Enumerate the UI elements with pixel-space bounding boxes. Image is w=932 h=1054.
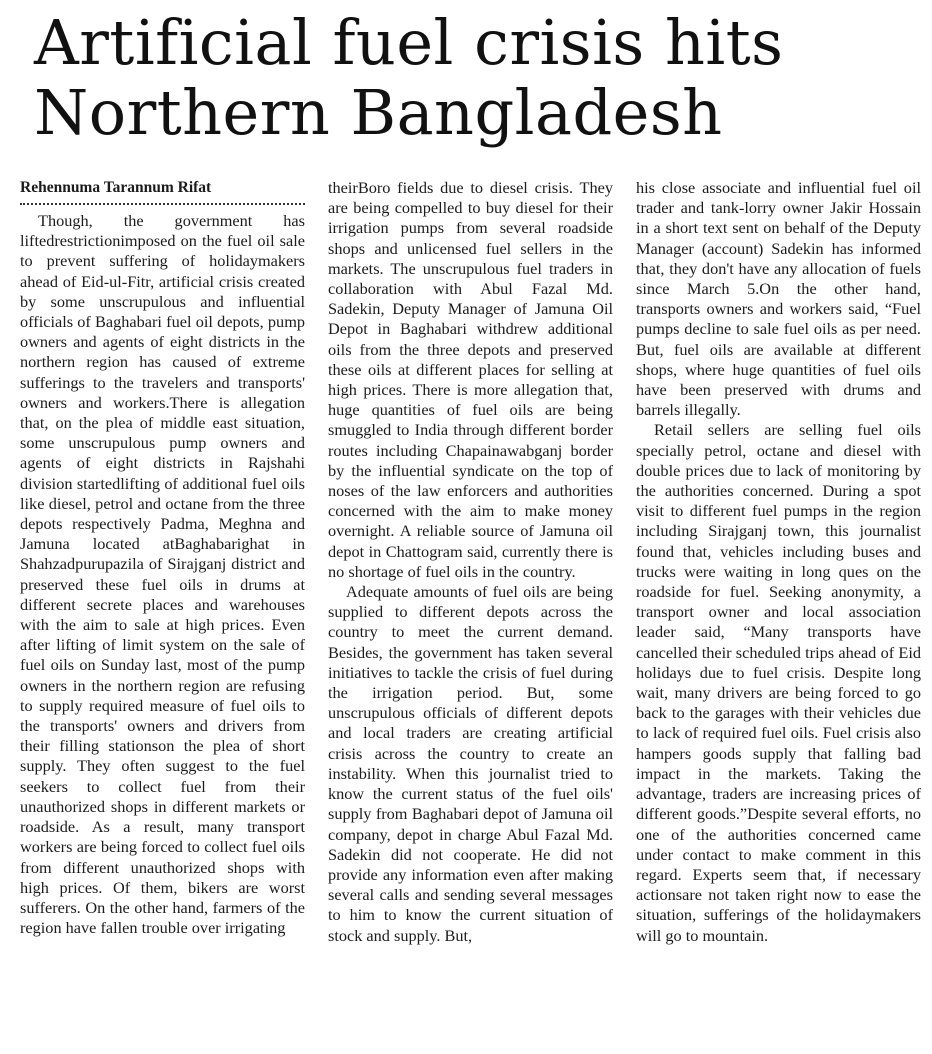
paragraph: his close associate and influential fuel oil trader and tank-lorry owner Jakir Hossain in a short text sent on behalf of the Deputy Manager (account) Sadekin has informed that, they don't have any allocation of fuels since March 5.On the other hand, transports owners and workers said, “Fuel pumps decline to sale fuel oils as per need. But, fuel oils are available at different shops, where huge quantities of fuel oils have been preserved with drums and barrels illegally. xyxy=(636,178,921,420)
paragraph: Adequate amounts of fuel oils are being supplied to different depots across the country to meet the current demand. Besides, the government has taken several initiatives to tackle the crisis of fuel during the irrigation period. But, some unscrupulous officials of different depots and local traders are creating artificial crisis across the country to create an instability. When this journalist tried to know the current status of the fuel oils' supply from Baghabari depot of Jamuna oil company, depot in charge Abul Fazal Md. Sadekin did not cooperate. He did not provide any information even after making several calls and sending several messages to him to know the current situation of stock and supply. But, xyxy=(328,582,613,945)
paragraph: Though, the government has liftedrestrictionimposed on the fuel oil sale to prevent suffering of holidaymakers ahead of Eid-ul-Fitr, artificial crisis created by some unscrupulous and influential officials of Baghabari fuel oil depots, pump owners and agents of eight districts in the northern region has caused of extreme sufferings to the travelers and transports' owners and workers.There is allegation that, on the plea of middle east situation, some unscrupulous pump owners and agents of eight districts in Rajshahi division startedlifting of additional fuel oils like diesel, petrol and octane from the three depots respectively Padma, Meghna and Jamuna located atBaghabarighat in Shahzadpurupazila of Sirajganj district and preserved these fuel oils in drums at different secrete places and warehouses with the aim to sale at high prices. Even after lifting of limit system on the sale of fuel oils on Sunday last, most of the pump owners in the northern region are refusing to supply required measure of fuel oils to the transports' owners and drivers from their filling stationson the plea of short supply. They often suggest to the fuel seekers to collect fuel from their unauthorized shops in different markets or roadside. As a result, many transport workers are being forced to collect fuel oils from different unauthorized shops with high prices. Of them, bikers are worst sufferers. On the other hand, farmers of the region have fallen trouble over irrigating xyxy=(20,211,305,938)
headline xyxy=(34,8,914,148)
article-column-3 xyxy=(636,178,921,946)
article-column-1 xyxy=(20,178,305,938)
paragraph: theirBoro fields due to diesel crisis. They are being compelled to buy diesel for their irrigation pumps from several roadside shops and unlicensed fuel sellers in the markets. The unscrupulous fuel traders in collaboration with Abul Fazal Md. Sadekin, Deputy Manager of Jamuna Oil Depot in Baghabari withdrew additional oils from the three depots and preserved these oils at different places for selling at high prices. There is more allegation that, huge quantities of fuel oils are being smuggled to India through different border routes including Chapainawabganj border by the influential syndicate on the top of noses of the law enforcers and authorities concerned with the aim to make money overnight. A reliable source of Jamuna oil depot in Chattogram said, currently there is no shortage of fuel oils in the country. xyxy=(328,178,613,581)
byline: Rehennuma Tarannum Rifat xyxy=(20,178,305,205)
article-column-2 xyxy=(328,178,613,946)
headline-line-2: Northern Bangladesh xyxy=(34,76,723,149)
paragraph: Retail sellers are selling fuel oils specially petrol, octane and diesel with double prices due to lack of monitoring by the authorities concerned. During a spot visit to different fuel pumps in the region including Sirajganj town, this journalist found that, vehicles including buses and trucks were waiting in long ques on the roadside for fuel. Seeking anonymity, a transport owner and local association leader said, “Many transports have cancelled their scheduled trips ahead of Eid holidays due to fuel crisis. Despite long wait, many drivers are being forced to go back to the garages with their vehicles due to lack of required fuel oils. Fuel crisis also hampers goods supply that falling bad impact in the markets. Taking the advantage, traders are increasing prices of different goods.”Despite several efforts, no one of the authorities concerned came under contact to make comment in this regard. Experts seem that, if necessary actionsare not taken right now to ease the situation, sufferings of the holidaymakers will go to mountain. xyxy=(636,420,921,945)
headline-line-1: Artificial fuel crisis hits xyxy=(34,6,784,79)
